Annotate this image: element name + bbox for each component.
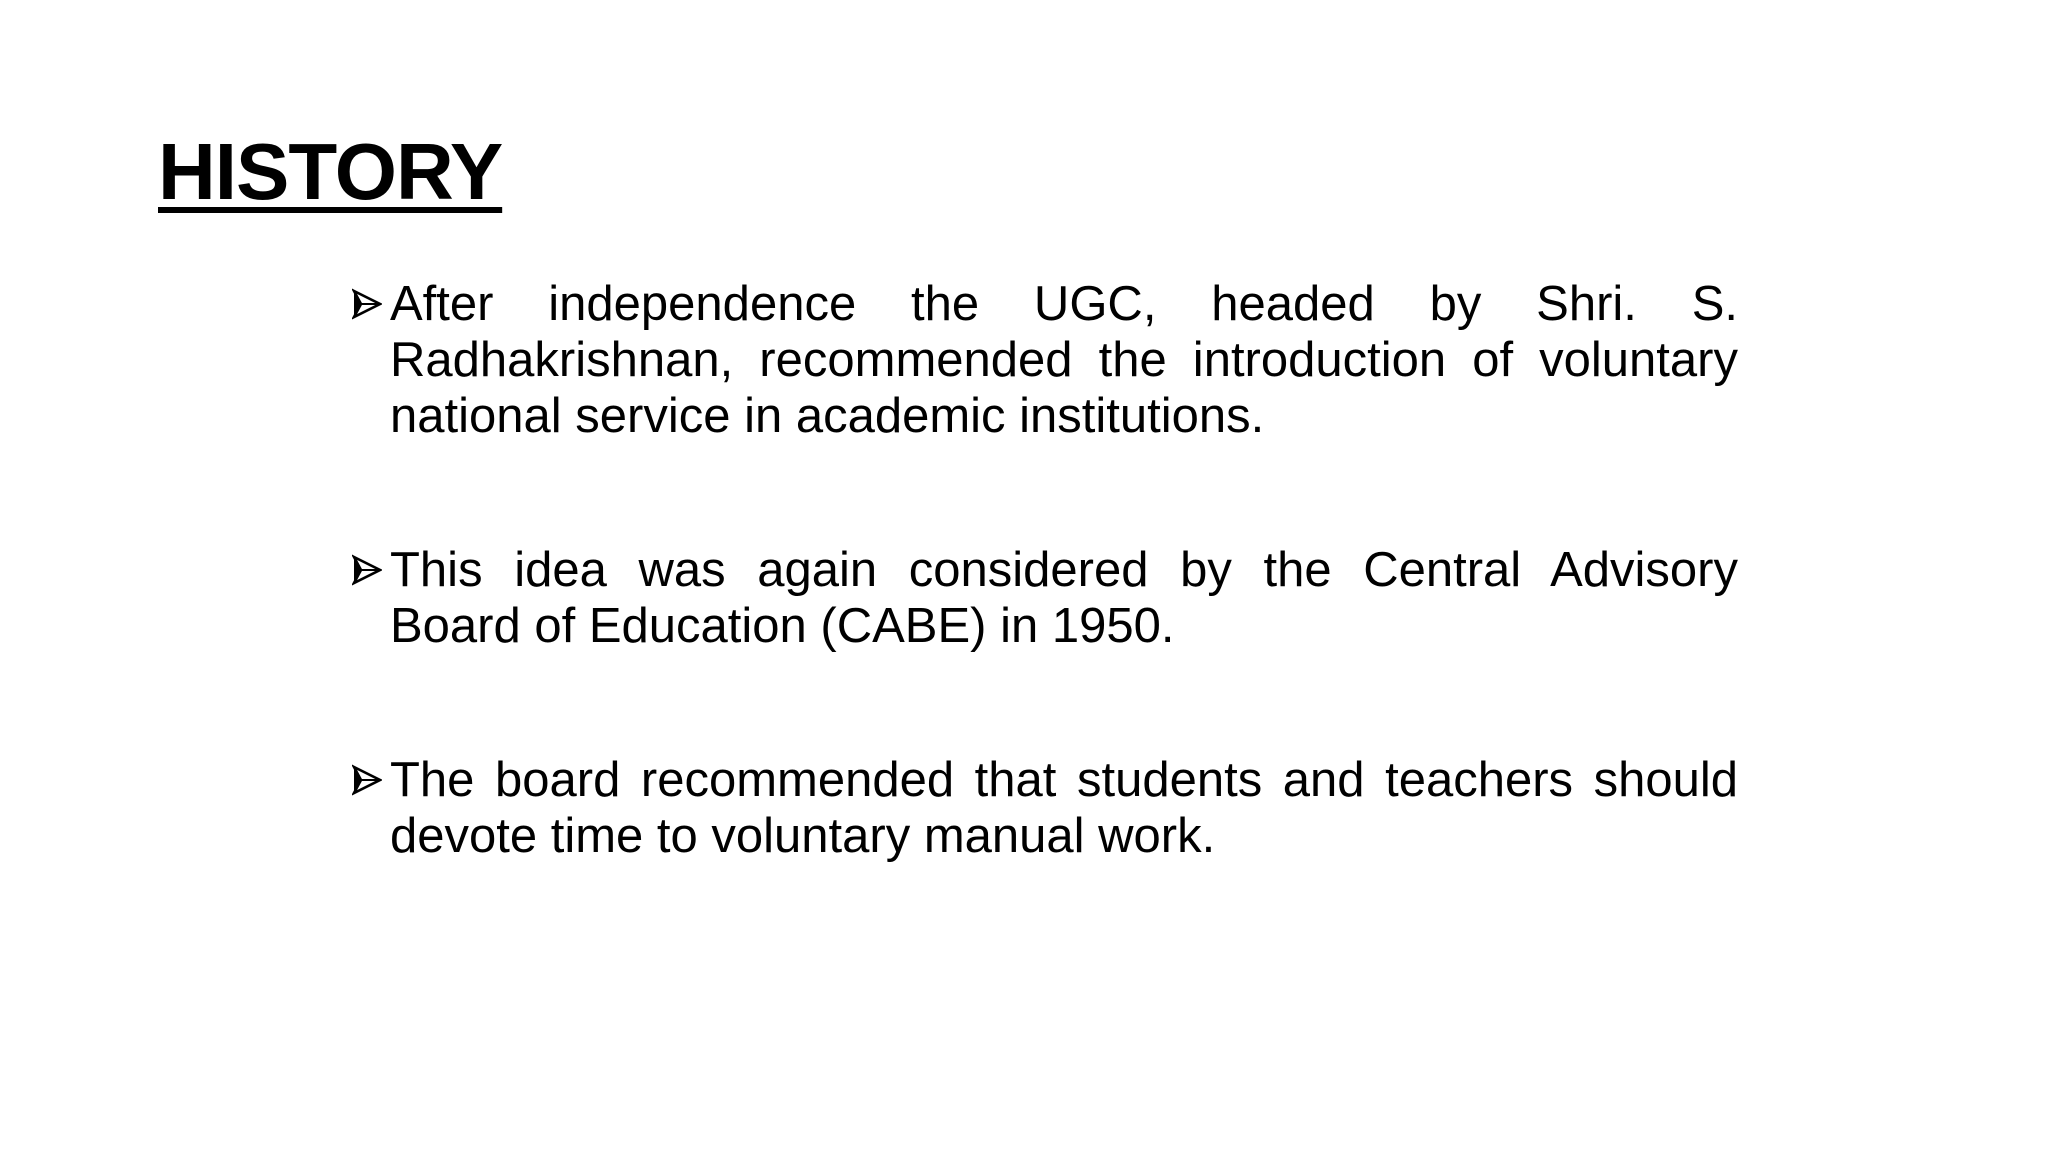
bullet-item bbox=[352, 276, 1738, 444]
slide-title: HISTORY bbox=[158, 127, 503, 216]
arrowhead-bullet-icon bbox=[352, 288, 382, 320]
bullet-item bbox=[352, 752, 1738, 864]
bullet-text: The board recommended that students and teachers should devote time to voluntary manual work. bbox=[390, 753, 1738, 863]
bullet-item bbox=[352, 542, 1738, 654]
arrowhead-bullet-icon bbox=[352, 554, 382, 586]
arrowhead-bullet-icon bbox=[352, 764, 382, 796]
bullet-text: After independence the UGC, headed by Shri. S. Radhakrishnan, recommended the introduction of voluntary national service in academic institutions. bbox=[390, 277, 1738, 443]
bullet-text: This idea was again considered by the Central Advisory Board of Education (CABE) in 1950. bbox=[390, 543, 1738, 653]
bullet-list bbox=[352, 276, 1738, 864]
